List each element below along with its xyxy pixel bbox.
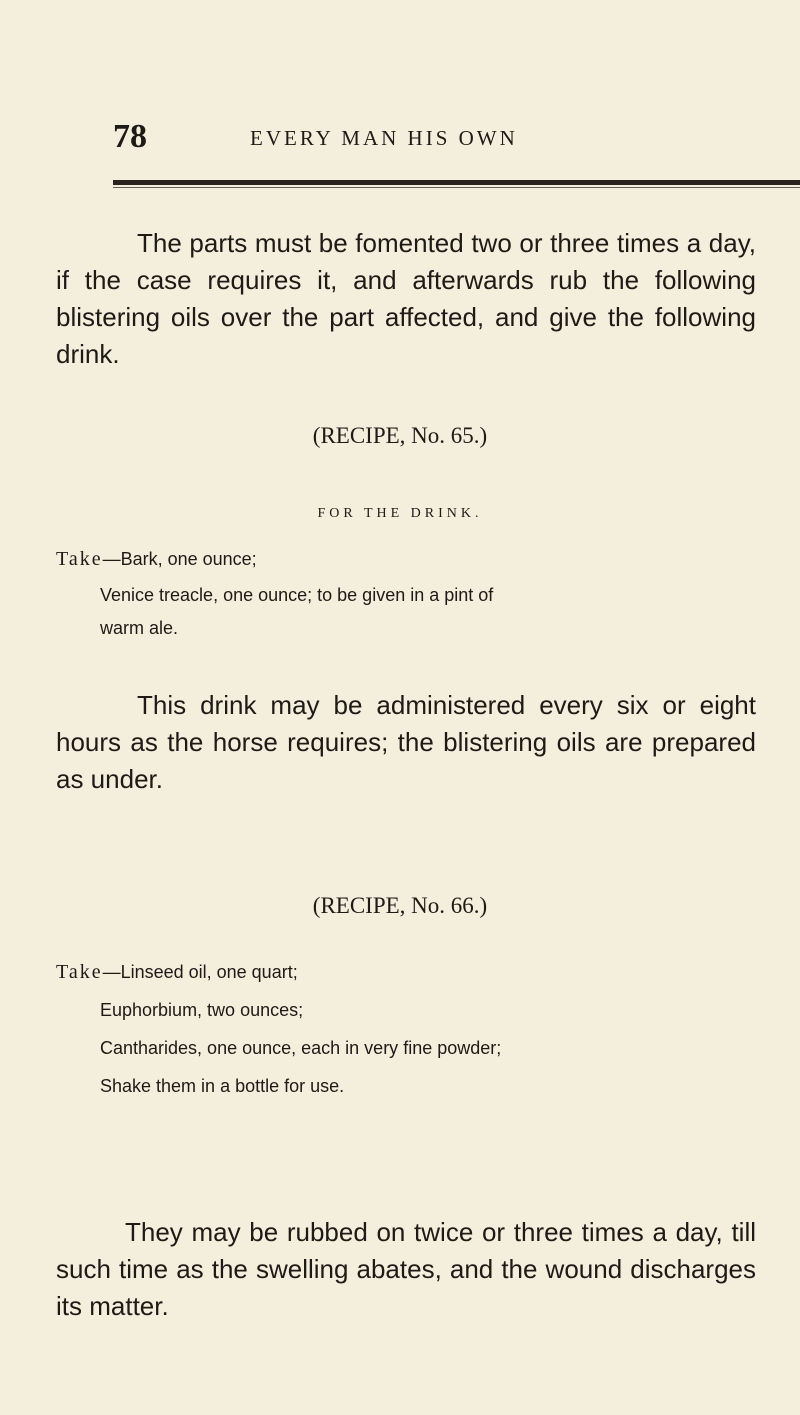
recipe-66-line-2: Euphorbium, two ounces; xyxy=(100,1000,304,1020)
take-label: Take xyxy=(56,961,103,983)
header-rule-thin xyxy=(113,187,800,188)
take-label: Take xyxy=(56,548,103,570)
recipe-66-line-4: Shake them in a bottle for use. xyxy=(100,1076,345,1096)
page-header xyxy=(113,118,800,158)
header-rule xyxy=(113,180,800,185)
closing-paragraph: They may be rubbed on twice or three times a day, till such time as the swelling abates, and the wound discharges its matter. xyxy=(56,1217,756,1321)
recipe-65-subheading: FOR THE DRINK. xyxy=(317,506,483,521)
ingredient-text: —Bark, one ounce; xyxy=(102,549,257,569)
middle-paragraph: This drink may be administered every six or eight hours as the horse requires; the blistering oils are prepared as under. xyxy=(56,690,756,794)
recipe-65-line-3: warm ale. xyxy=(100,618,179,638)
intro-paragraph: The parts must be fomented two or three times a day, if the case requires it, and afterwards rub the following blistering oils over the part affected, and give the following drink. xyxy=(56,228,756,369)
recipe-65-line-1 xyxy=(56,543,766,575)
ingredient-text: —Linseed oil, one quart; xyxy=(102,962,298,982)
page-number: 78 xyxy=(113,118,147,155)
recipe-66-line-1 xyxy=(56,956,766,988)
recipe-66-line-3: Cantharides, one ounce, each in very fine powder; xyxy=(100,1038,502,1058)
recipe-65-heading: (RECIPE, No. 65.) xyxy=(312,423,488,448)
recipe-66-heading: (RECIPE, No. 66.) xyxy=(312,893,488,918)
recipe-65-line-2: Venice treacle, one ounce; to be given in a pint of xyxy=(100,585,494,605)
running-head: EVERY MAN HIS OWN xyxy=(250,126,518,150)
